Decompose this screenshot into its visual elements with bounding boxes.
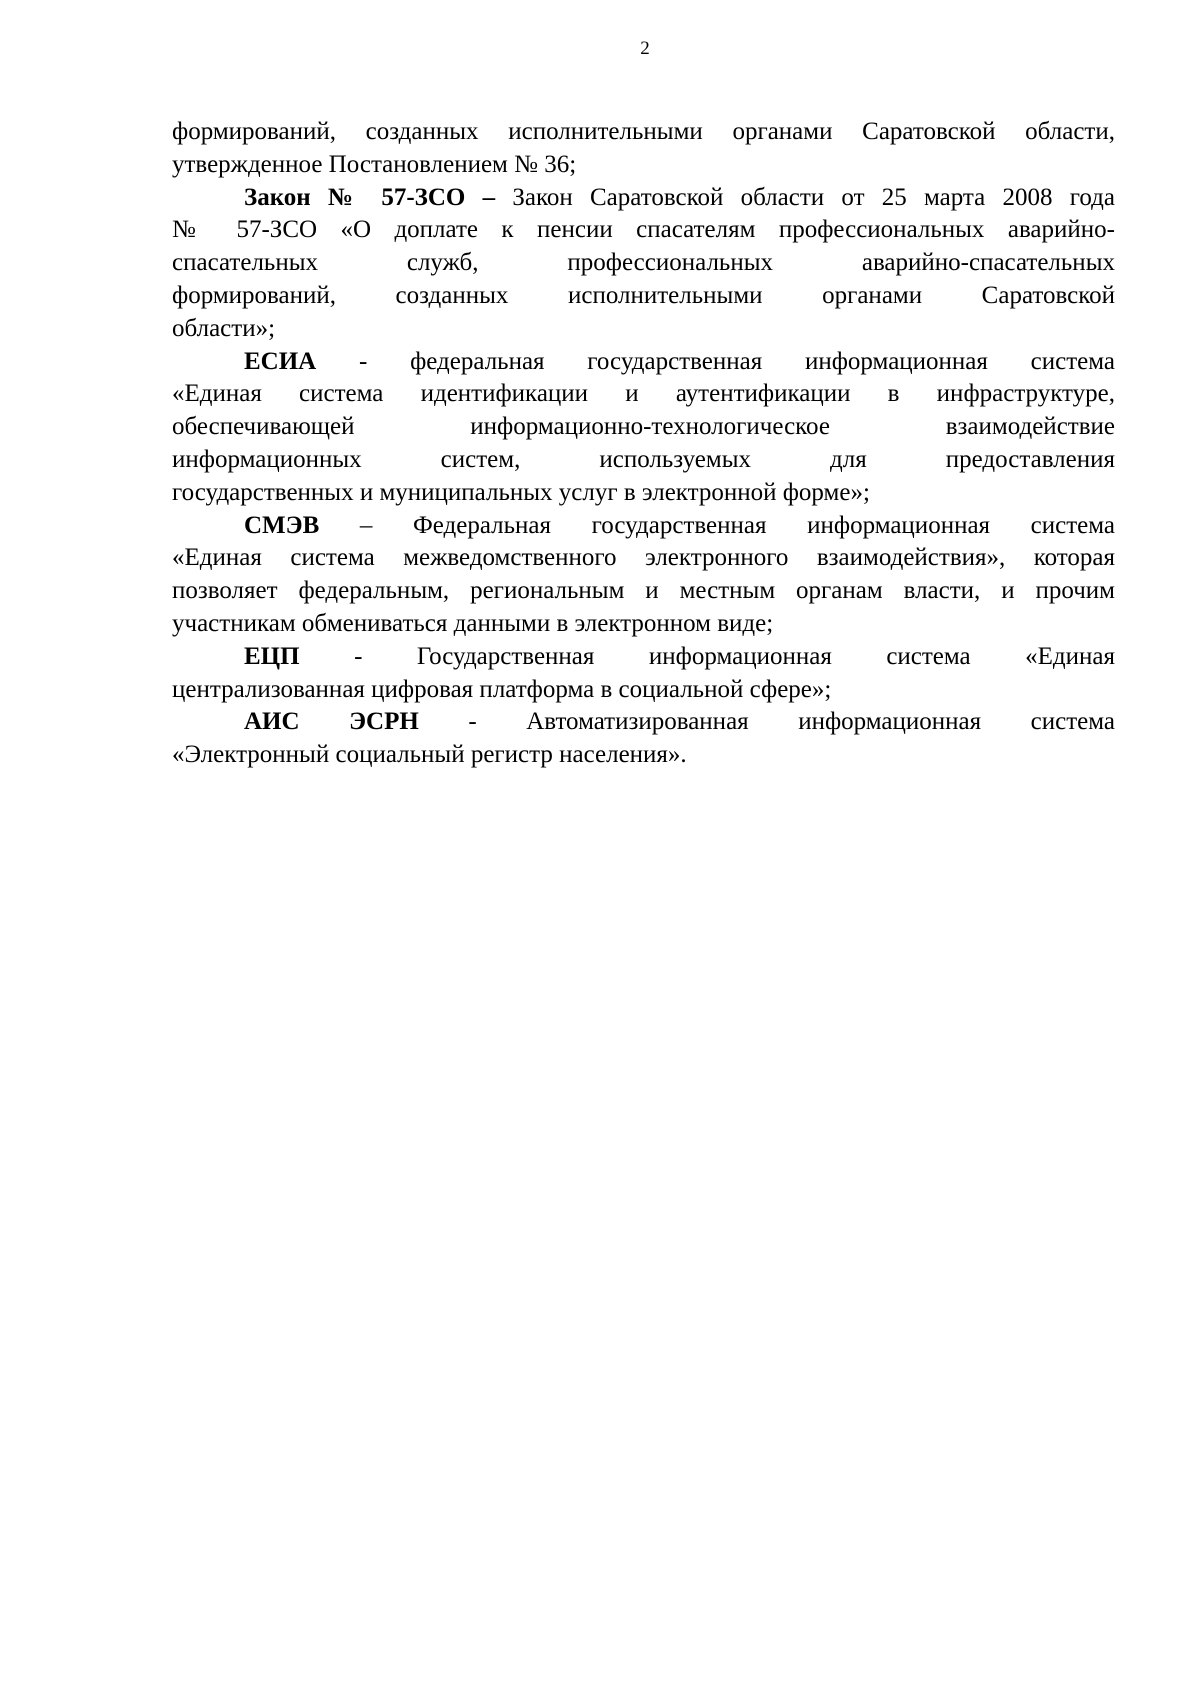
text-line bbox=[172, 214, 1115, 247]
defined-term: ЕЦП bbox=[244, 642, 300, 670]
line-text: централизованная цифровая платформа в социальной сфере»; bbox=[172, 675, 832, 703]
line-text: формирований, созданных исполнительными органами Саратовской области, bbox=[172, 118, 1115, 145]
text-line bbox=[172, 182, 1115, 215]
text-line bbox=[172, 116, 1115, 149]
line-text: «Единая система идентификации и аутентификации в инфраструктуре, bbox=[172, 380, 1115, 408]
line-text: - Государственная информационная система «Единая bbox=[299, 642, 1115, 670]
defined-term: Закон № 57-ЗСО – bbox=[244, 183, 496, 211]
line-text: утвержденное Постановлением № 36; bbox=[172, 150, 577, 178]
text-line bbox=[172, 378, 1115, 411]
text-line bbox=[172, 477, 1115, 510]
line-text: - федеральная государственная информационная система bbox=[316, 347, 1115, 375]
document-body bbox=[172, 116, 1115, 772]
line-text: Закон Саратовской области от 25 марта 2008 года bbox=[495, 183, 1115, 211]
paragraph bbox=[172, 510, 1115, 641]
defined-term: АИС ЭСРН bbox=[244, 708, 419, 736]
line-text: формирований, созданных исполнительными органами Саратовской bbox=[172, 281, 1115, 309]
line-text: участникам обмениваться данными в электронном виде; bbox=[172, 609, 774, 637]
text-line bbox=[172, 510, 1115, 543]
text-line bbox=[172, 149, 1115, 182]
text-line bbox=[172, 346, 1115, 379]
paragraph bbox=[172, 346, 1115, 510]
text-line bbox=[172, 608, 1115, 641]
paragraph bbox=[172, 641, 1115, 707]
text-line bbox=[172, 280, 1115, 313]
text-line bbox=[172, 575, 1115, 608]
defined-term: ЕСИА bbox=[244, 347, 317, 375]
text-line bbox=[172, 706, 1115, 739]
line-text: области»; bbox=[172, 314, 276, 342]
paragraph bbox=[172, 706, 1115, 772]
page-number: 2 bbox=[640, 38, 650, 59]
paragraph bbox=[172, 116, 1115, 182]
text-line bbox=[172, 739, 1115, 772]
text-line bbox=[172, 313, 1115, 346]
line-text: - Автоматизированная информационная система bbox=[418, 708, 1116, 736]
paragraph bbox=[172, 182, 1115, 346]
line-text: № 57-ЗСО «О доплате к пенсии спасателям профессиональных аварийно- bbox=[172, 216, 1115, 244]
line-text: «Электронный социальный регистр населения». bbox=[172, 741, 687, 769]
defined-term: СМЭВ bbox=[244, 511, 320, 539]
line-text: – Федеральная государственная информационная система bbox=[319, 511, 1115, 539]
line-text: спасательных служб, профессиональных аварийно-спасательных bbox=[172, 249, 1115, 277]
line-text: государственных и муниципальных услуг в электронной форме»; bbox=[172, 478, 870, 506]
text-line bbox=[172, 411, 1115, 444]
text-line bbox=[172, 247, 1115, 280]
text-line bbox=[172, 444, 1115, 477]
text-line bbox=[172, 674, 1115, 707]
text-line bbox=[172, 542, 1115, 575]
line-text: «Единая система межведомственного электронного взаимодействия», которая bbox=[172, 544, 1115, 572]
line-text: позволяет федеральным, региональным и местным органам власти, и прочим bbox=[172, 577, 1115, 605]
text-line bbox=[172, 641, 1115, 674]
line-text: информационных систем, используемых для предоставления bbox=[172, 445, 1115, 473]
line-text: обеспечивающей информационно-технологическое взаимодействие bbox=[172, 413, 1115, 441]
